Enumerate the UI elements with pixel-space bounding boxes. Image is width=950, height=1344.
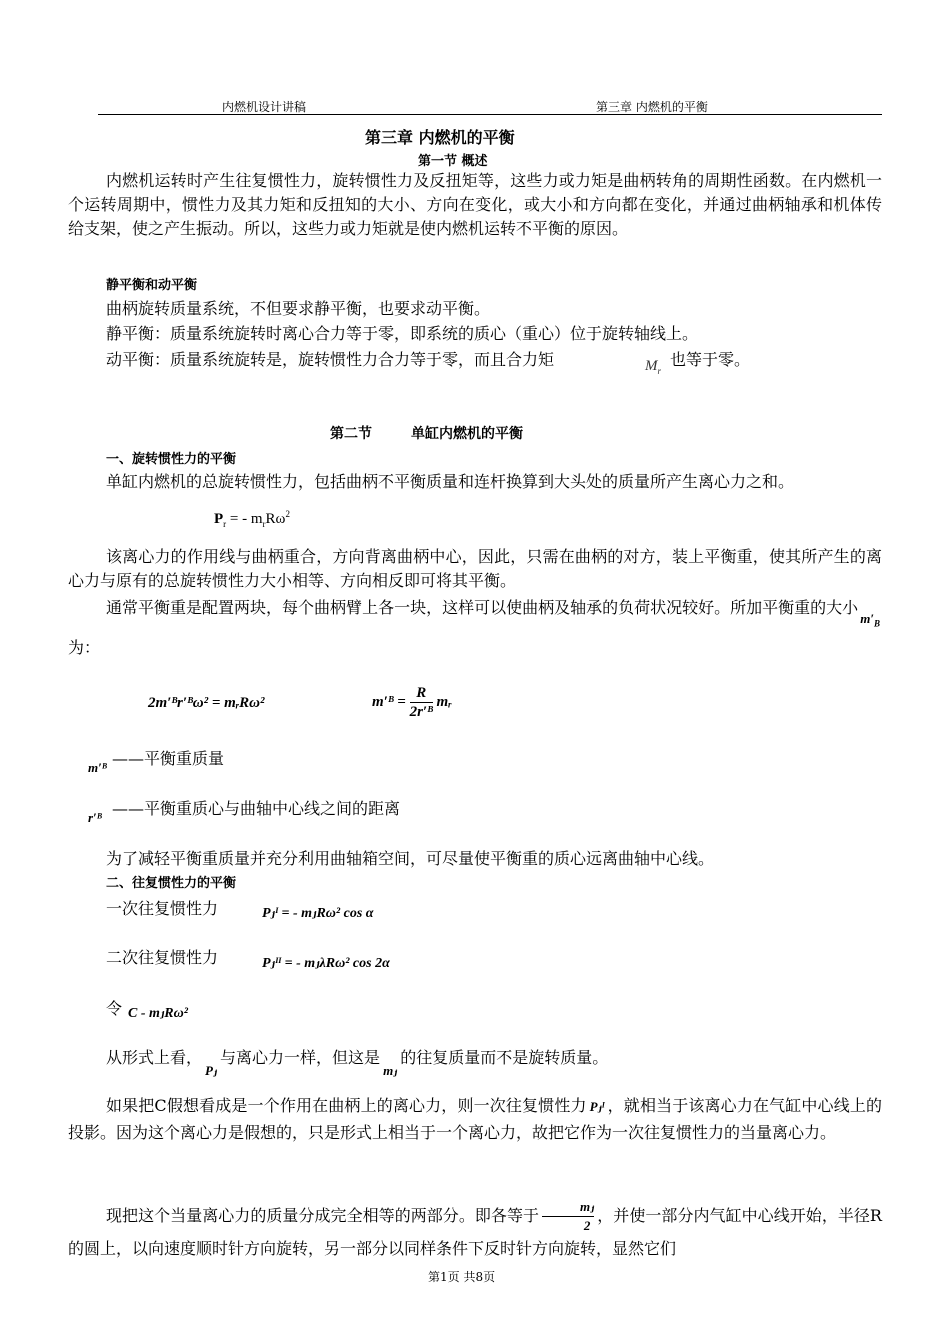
subhead-rotating: 一、旋转惯性力的平衡 bbox=[106, 452, 237, 467]
section2-para5: 从形式上看，$_{Pⱼ}$与离心力一样，但这是$_{mⱼ}$的往复质量而不是旋转质量。 bbox=[106, 1048, 609, 1078]
section2-para3: 通常平衡重是配置两块，每个曲柄臂上各一块，这样可以使曲柄及轴承的负荷状况较好。所加平衡重的大小$_{m'_B}$为： bbox=[68, 598, 880, 657]
section1-line3b: 也等于零。 bbox=[670, 350, 751, 369]
section2-para2: 该离心力的作用线与曲柄重合，方向背离曲柄中心，因此，只需在曲柄的对方，装上平衡重，使其所产生的离心力与原有的总旋转惯性力大小相等、方向相反即可将其平衡。 bbox=[68, 547, 882, 590]
section1-title: 第一节 概述 bbox=[418, 154, 488, 169]
section2-title: 第二节 单缸内燃机的平衡 bbox=[330, 426, 523, 442]
header-rule bbox=[98, 114, 882, 115]
first-order-label: 一次往复惯性力 bbox=[106, 899, 219, 918]
formula-pr: $P_r$ = - $m_rR\omega^2$ bbox=[214, 509, 290, 529]
section2-para7: 现把这个当量离心力的质量分成完全相等的两部分。即各等于 $\frac{\text{mⱼ}}{2}$ ，并使一部分内气缸中心线开始，半径R的圆上，以向速度顺时针方向旋转，另一部分以同样条件下反时针方向旋转，显然它们 bbox=[68, 1199, 882, 1258]
section2-para4: 为了减轻平衡重质量并充分利用曲轴箱空间，可尽量使平衡重的质心远离曲轴中心线。 bbox=[106, 849, 715, 868]
def-mb-text: ——平衡重质量 bbox=[112, 749, 225, 768]
second-order-label: 二次往复惯性力 bbox=[106, 948, 219, 967]
section1-para1: 内燃机运转时产生往复惯性力，旋转惯性力及反扭矩等，这些力或力矩是曲柄转角的周期性函数。在内燃机一个运转周期中，惯性力及其力矩和反扭知的大小、方向在变化，或大小和方向都在变化，并通过曲柄轴承和机体传给支架，使之产生振动。所以，这些力或力矩就是使内燃机运转不平衡的原因。 bbox=[68, 171, 882, 238]
page-footer: 第1页 共8页 bbox=[428, 1270, 496, 1284]
header-right: 第三章 内燃机的平衡 bbox=[596, 100, 708, 114]
equation-balance: 2m′ᴮr′ᴮω² = mᵣRω² bbox=[148, 695, 265, 711]
section1-line3a: 动平衡：质量系统旋转是，旋转惯性力合力等于零，而且合力矩 bbox=[106, 350, 555, 369]
header-left: 内燃机设计讲稿 bbox=[222, 100, 307, 114]
subhead-reciprocating: 二、往复惯性力的平衡 bbox=[106, 876, 237, 891]
section1-line1: 曲柄旋转质量系统，不但要求静平衡，也要求动平衡。 bbox=[106, 299, 491, 318]
first-order-formula: Pⱼᴵ = - mⱼRω² cos α bbox=[262, 906, 374, 921]
def-rb-text: ——平衡重质心与曲轴中心线之间的距离 bbox=[112, 799, 401, 818]
let-formula: C - mⱼRω² bbox=[128, 1006, 188, 1021]
second-order-formula: Pⱼᴵᴵ = - mⱼλRω² cos 2α bbox=[262, 956, 390, 971]
let-label: 令 bbox=[106, 999, 123, 1018]
equation-mb: m′ᴮ = $\frac{R}{\text{2r′ᴮ}}$ mᵣ bbox=[372, 685, 452, 720]
section2-para6: 如果把C假想看成是一个作用在曲柄上的离心力，则一次往复惯性力 Pⱼᴵ ，就相当于该离心力在气缸中心线上的投影。因为这个离心力是假想的，只是形式上相当于一个离心力，故把它作为一次往复惯性力的当量离心力。 bbox=[68, 1096, 882, 1142]
moment-symbol: $M_r$ bbox=[645, 358, 662, 376]
chapter-title: 第三章 内燃机的平衡 bbox=[365, 128, 515, 147]
section1-line2: 静平衡：质量系统旋转时离心合力等于零，即系统的质心（重心）位于旋转轴线上。 bbox=[106, 324, 699, 343]
def-rb-symbol: r′ᴮ bbox=[88, 810, 102, 825]
section2-para1: 单缸内燃机的总旋转惯性力，包括曲柄不平衡质量和连杆换算到大头处的质量所产生离心力之和。 bbox=[106, 472, 795, 491]
def-mb-symbol: m′ᴮ bbox=[88, 760, 107, 775]
subhead-static-dynamic: 静平衡和动平衡 bbox=[106, 278, 198, 293]
